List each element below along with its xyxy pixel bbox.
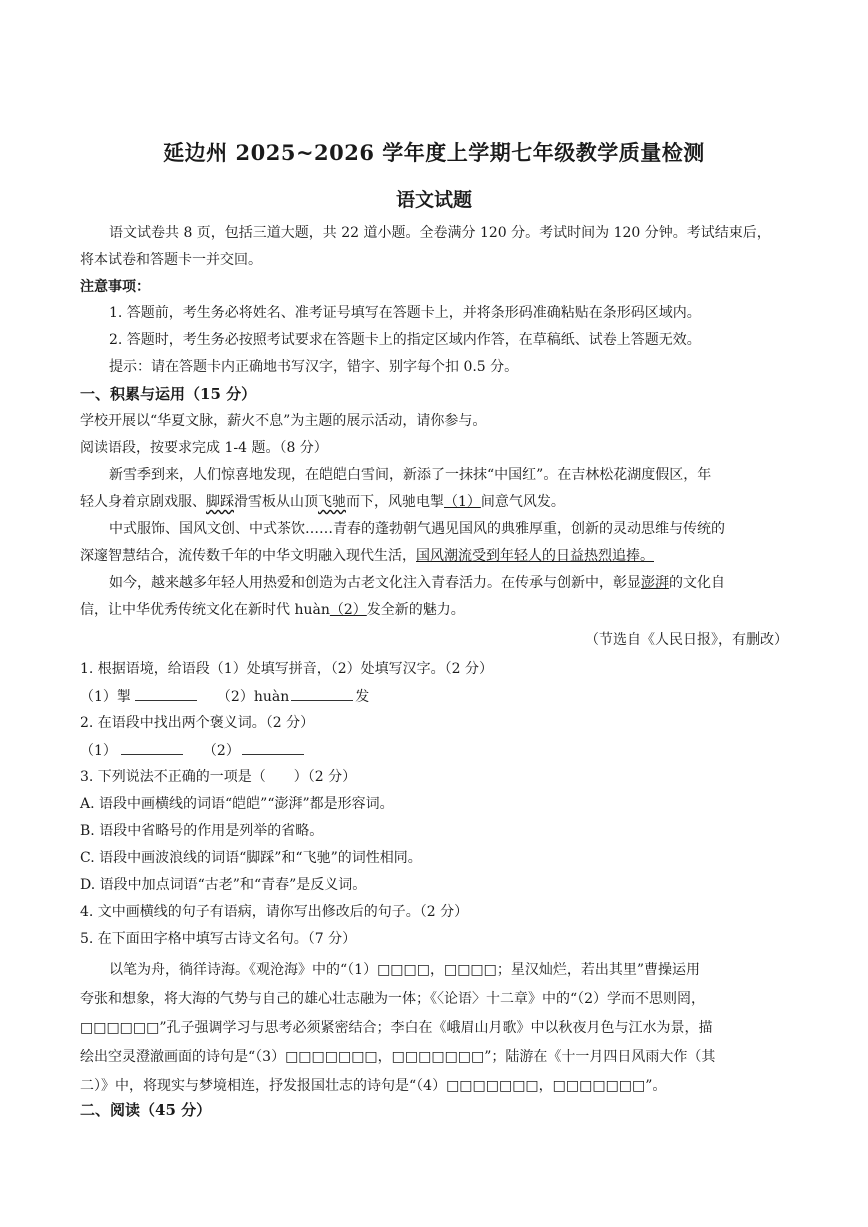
- passage-text: 滑雪板从山顶: [234, 494, 318, 510]
- passage-p1-line-2: [80, 492, 788, 512]
- section-1-instruction: 阅读语段，按要求完成 1-4 题。（8 分）: [80, 440, 328, 456]
- notice-tip: 提示：请在答题卡内正确地书写汉字，错字、别字每个扣 0.5 分。: [109, 359, 519, 375]
- question-3-option-b: B. 语段中省略号的作用是列举的省略。: [80, 823, 324, 839]
- question-5: 5. 在下面田字格中填写古诗文名句。（7 分）: [80, 931, 357, 947]
- question-1-answers: [80, 686, 788, 707]
- question-5-line-5: 二）》中，将现实与梦境相连，抒发报国壮志的诗句是“（4）□□□□□□□，□□□□□□□”。: [80, 1078, 667, 1094]
- passage-text: 信，让中华优秀传统文化在新时代 huàn: [80, 602, 330, 618]
- question-5-line-2: 夸张和想象，将大海的气势与自己的雄心壮志融为一体；《〈论语〉十二章》中的“（2）学而不思则罔，: [80, 991, 706, 1007]
- passage-p3-line-1: [80, 573, 788, 593]
- blank-2-marker: （2）: [329, 602, 367, 618]
- question-3: 3. 下列说法不正确的一项是（ ）（2 分）: [80, 769, 357, 785]
- notice-heading: 注意事项：: [80, 279, 150, 295]
- passage-text: 的文化自: [669, 575, 725, 591]
- q1-answer-2-blank[interactable]: [291, 686, 353, 701]
- q2-answer-2-blank[interactable]: [242, 740, 304, 755]
- notice-item-2: 2. 答题时，考生务必按照考试要求在答题卡上的指定区域内作答，在草稿纸、试卷上答题无效。: [109, 332, 701, 348]
- wavy-word-feichi: 飞驰: [318, 494, 346, 510]
- passage-text: 如今，越来越多年轻人用热爱和创造为古老文化注入青春活力。在传承与创新中，彰显: [109, 575, 641, 591]
- question-1: 1. 根据语境，给语段（1）处填写拼音，（2）处填写汉字。（2 分）: [80, 661, 493, 677]
- q2-answer-1-label: （1）: [80, 743, 117, 759]
- question-2-answers: [80, 740, 788, 761]
- q2-answer-1-blank[interactable]: [121, 740, 183, 755]
- question-3-option-a: A. 语段中画横线的词语“皑皑”“澎湃”都是形容词。: [80, 796, 394, 812]
- q2-answer-2-label: （2）: [202, 743, 240, 759]
- passage-text: 深邃智慧结合，流传数千年的中华文明融入现代生活，: [80, 548, 416, 564]
- section-1-heading: 一、积累与运用（15 分）: [80, 385, 257, 403]
- passage-text: 发全新的魅力。: [366, 602, 465, 618]
- question-2: 2. 在语段中找出两个褒义词。（2 分）: [80, 715, 315, 731]
- underlined-faulty-sentence: 国风潮流受到年轻人的日益热烈追捧。: [416, 548, 654, 564]
- passage-text: 而下，风驰电掣: [346, 494, 444, 510]
- blank-1-marker: （1）: [444, 494, 481, 510]
- question-3-option-d: D. 语段中加点词语“古老”和“青春”是反义词。: [80, 877, 367, 893]
- intro-line-1: 语文试卷共 8 页，包括三道大题，共 22 道小题。全卷满分 120 分。考试时间为 120 分钟。考试结束后，: [109, 225, 771, 241]
- wavy-word-jiaocai: 脚踩: [206, 494, 234, 510]
- page-title: 延边州 2025~2026 学年度上学期七年级教学质量检测: [163, 140, 705, 165]
- q1-answer-2-label: （2）huàn: [216, 689, 290, 705]
- question-5-line-4: 绘出空灵澄澈画面的诗句是“（3）□□□□□□□，□□□□□□□”；陆游在《十一月四日风雨大作（其: [80, 1049, 716, 1065]
- passage-text: 轻人身着京剧戏服、: [80, 494, 206, 510]
- question-5-line-3: □□□□□□”孔子强调学习与思考必须紧密结合；李白在《峨眉山月歌》中以秋夜月色与江水为景，描: [80, 1020, 713, 1036]
- q1-answer-1-blank[interactable]: [135, 686, 197, 701]
- passage-text: 间意气风发。: [480, 494, 565, 510]
- q1-answer-2-suffix: 发: [355, 689, 370, 705]
- passage-source: （节选自《人民日报》，有删改）: [585, 632, 788, 648]
- question-4: 4. 文中画横线的句子有语病，请你写出修改后的句子。（2 分）: [80, 904, 469, 920]
- underlined-word-pengpai: 澎湃: [641, 575, 669, 591]
- question-5-line-1: 以笔为舟，徜徉诗海。《观沧海》中的“（1）□□□□，□□□□；星汉灿烂，若出其里”曹操运用: [109, 962, 701, 978]
- passage-p1-line-1: 新雪季到来，人们惊喜地发现，在皑皑白雪间，新添了一抹抹“中国红”。在吉林松花湖度假区，年: [109, 467, 712, 483]
- passage-p3-line-2: [80, 600, 788, 620]
- intro-line-2: 将本试卷和答题卡一并交回。: [80, 252, 262, 268]
- passage-p2-line-1: 中式服饰、国风文创、中式茶饮……青春的蓬勃朝气遇见国风的典雅厚重，创新的灵动思维与传统的: [109, 521, 725, 537]
- section-1-activity: 学校开展以“华夏文脉，薪火不息”为主题的展示活动，请你参与。: [80, 413, 487, 429]
- section-2-heading: 二、阅读（45 分）: [80, 1101, 212, 1119]
- notice-item-1: 1. 答题前，考生务必将姓名、准考证号填写在答题卡上，并将条形码准确粘贴在条形码区域内。: [109, 305, 701, 321]
- page-subtitle: 语文试题: [395, 189, 472, 211]
- passage-p2-line-2: [80, 546, 788, 566]
- question-3-option-c: C. 语段中画波浪线的词语“脚踩”和“飞驰”的词性相同。: [80, 850, 422, 866]
- q1-answer-1-label: （1）掣: [80, 689, 131, 705]
